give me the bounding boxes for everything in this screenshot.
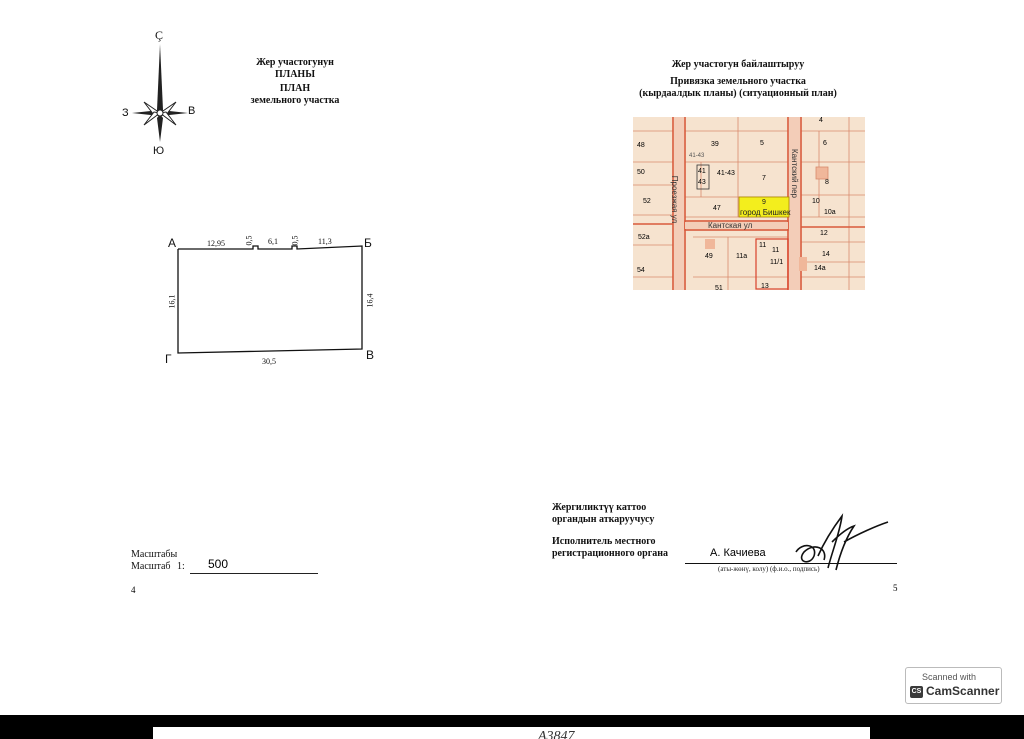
situation-title — [598, 59, 878, 100]
camscanner-line1: Scanned with — [922, 672, 977, 682]
compass-star-icon — [130, 42, 190, 146]
map-lot-5: 5 — [760, 140, 764, 147]
map-lot-54: 54 — [637, 267, 645, 274]
handwritten-signature — [788, 512, 898, 578]
plan-title-kg-caps: ПЛАНЫ — [274, 69, 316, 80]
map-lot-51: 51 — [715, 285, 723, 290]
compass-north-label: Ç — [155, 28, 164, 42]
plan-title-ru-caps: ПЛАН — [279, 83, 311, 94]
land-plot-outline — [167, 235, 370, 358]
dim-jog-1: 0,5 — [244, 235, 254, 246]
scale-prefix: 1: — [177, 561, 185, 572]
camscanner-logo-icon: CS — [910, 686, 923, 698]
left-page-number: 4 — [131, 585, 136, 595]
map-lot-13: 13 — [761, 283, 769, 290]
registrar-kg-line1: Жергиликтүү каттоо — [552, 502, 647, 513]
next-page-strip — [153, 727, 870, 739]
scale-label-kg: Масштабы — [131, 549, 178, 560]
scale-value-field — [190, 556, 318, 574]
map-lot-12: 12 — [820, 230, 828, 237]
dim-jog-2: 0,5 — [290, 235, 300, 246]
dim-right: 16,4 — [365, 293, 375, 308]
map-lot-49: 49 — [705, 253, 713, 260]
compass-rose — [118, 28, 208, 160]
map-lot-4: 4 — [819, 117, 823, 124]
dim-top-1: 12,95 — [207, 239, 225, 248]
map-drawing — [633, 117, 865, 290]
registrar-block — [552, 502, 668, 560]
map-lot-8: 8 — [825, 179, 829, 186]
map-street-vertical: Проезжая ул — [670, 175, 680, 224]
registrar-kg-line2: органдын аткаруучусу — [552, 514, 655, 525]
map-lot-11-a: 11 — [759, 242, 767, 249]
situation-map — [633, 117, 865, 290]
dim-bottom: 30,5 — [262, 357, 276, 366]
map-lot-7: 7 — [762, 175, 766, 182]
right-page-number: 5 — [893, 583, 898, 593]
compass-west-label: З — [122, 107, 129, 119]
dim-top-3: 11,3 — [318, 237, 332, 246]
map-lot-41-43: 41-43 — [717, 170, 735, 177]
map-lot-39: 39 — [711, 141, 719, 148]
plan-title-ru: земельного участка — [250, 95, 340, 106]
map-lot-10a: 10а — [824, 209, 836, 216]
next-page-handwriting: А3847 — [538, 729, 575, 739]
situation-title-ru: Привязка земельного участка — [670, 76, 806, 87]
map-lot-50: 50 — [637, 169, 645, 176]
plan-title — [215, 57, 375, 107]
map-street-lane: Кантский пер — [790, 149, 799, 198]
map-lot-14: 14 — [822, 251, 830, 258]
map-lot-43: 43 — [698, 179, 706, 186]
corner-a-label: А — [168, 236, 177, 250]
map-highlight-number: 9 — [762, 199, 766, 206]
compass-east-label: В — [188, 105, 196, 117]
registrar-ru-line2: регистрационного органа — [552, 548, 669, 559]
camscanner-badge — [905, 667, 1002, 704]
map-lot-11-1: 11/1 — [770, 259, 784, 266]
map-lot-48: 48 — [637, 142, 645, 149]
map-lot-11-b: 11 — [772, 247, 780, 254]
map-street-horizontal: Кантская ул — [708, 221, 753, 230]
camscanner-brand: CamScanner — [926, 684, 1000, 698]
compass-south-label: Ю — [153, 145, 165, 157]
map-lot-52a: 52а — [638, 234, 650, 241]
map-lot-41-43-top: 41-43 — [689, 153, 705, 159]
map-lot-47: 47 — [713, 205, 721, 212]
map-lot-11a: 11а — [736, 253, 748, 260]
situation-title-kg: Жер участогун байлаштыруу — [671, 59, 805, 70]
map-lot-14a: 14а — [814, 265, 826, 272]
corner-g-label: Г — [165, 352, 172, 366]
signature-caption: (аты-жөнү, колу) (ф.и.о., подпись) — [718, 565, 820, 573]
map-lot-10: 10 — [812, 198, 820, 205]
map-highlight-label: город Бишкек — [740, 208, 791, 217]
map-lot-41: 41 — [698, 168, 706, 175]
dim-top-2: 6,1 — [268, 237, 278, 246]
scale-value: 500 — [208, 557, 229, 571]
corner-v-label: В — [366, 348, 375, 362]
map-lot-52: 52 — [643, 198, 651, 205]
plan-title-kg: Жер участогунун — [256, 57, 334, 68]
signer-name: А. Качиева — [710, 547, 766, 559]
map-lot-6: 6 — [823, 140, 827, 147]
corner-b-label: Б — [364, 236, 372, 250]
registrar-ru-line1: Исполнитель местного — [552, 536, 656, 547]
dim-left: 16,1 — [167, 294, 177, 309]
situation-title-sub: (кырдаалдык планы) (ситуационный план) — [639, 88, 837, 99]
scale-label-ru-text: Масштаб — [131, 561, 171, 572]
